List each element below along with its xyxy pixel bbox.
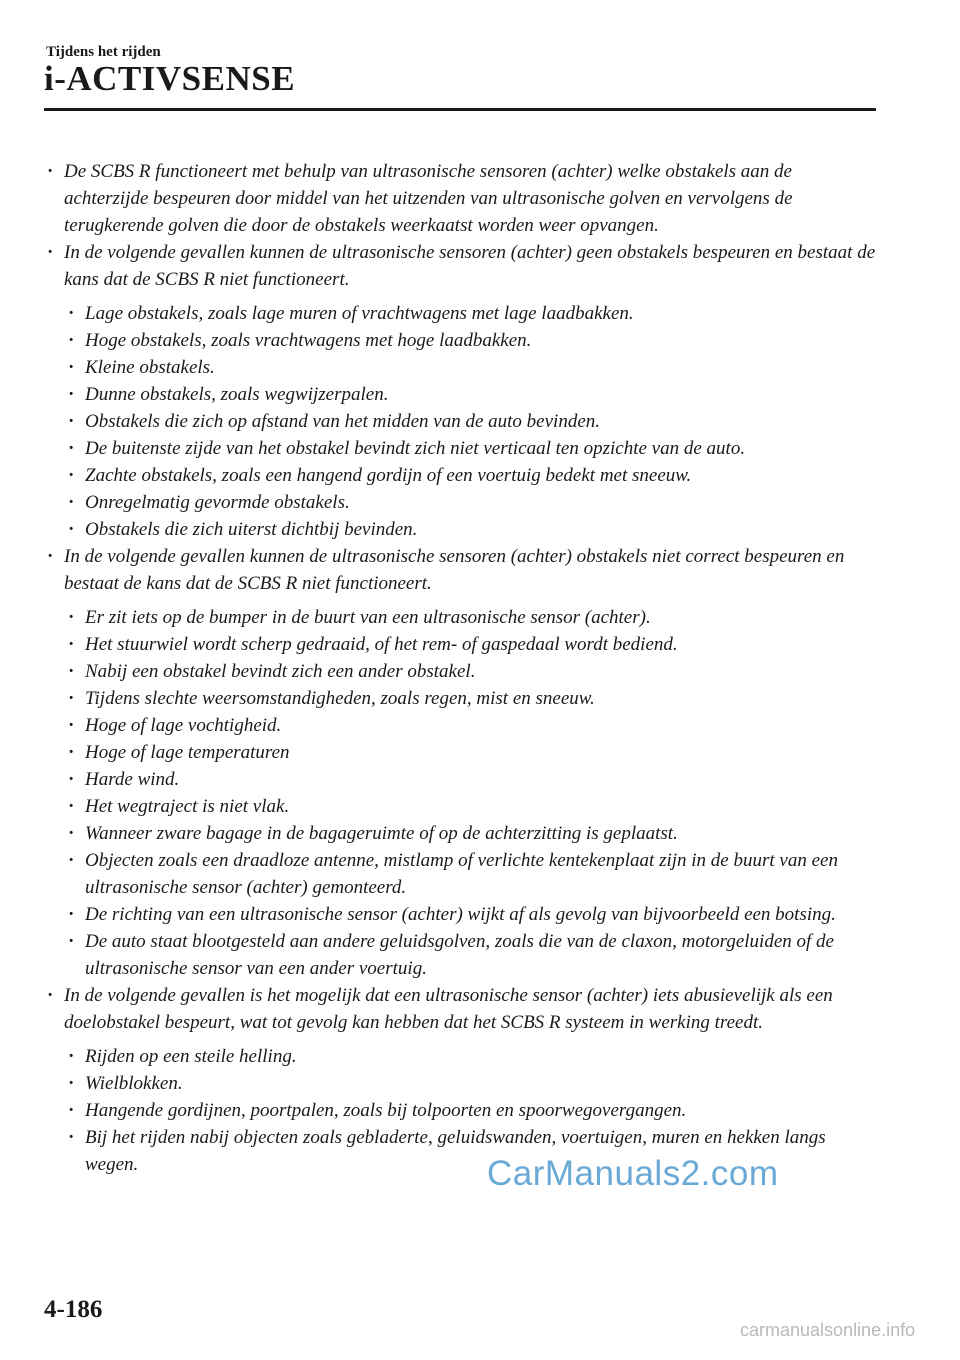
sub-bullet-item: · Bij het rijden nabij objecten zoals gebladerte, geluidswanden, voertuigen, muren en hekken langs wegen. [67, 1124, 876, 1178]
bullet-item [46, 982, 876, 1178]
sub-bullet-item: · Het stuurwiel wordt scherp gedraaid, of het rem- of gaspedaal wordt bediend. [67, 631, 876, 658]
bullet-item [46, 158, 876, 239]
sub-bullet-item: · Hoge of lage vochtigheid. [67, 712, 876, 739]
footer-watermark: carmanualsonline.info [740, 1320, 916, 1340]
sub-bullet-item: · Lage obstakels, zoals lage muren of vrachtwagens met lage laadbakken. [67, 300, 876, 327]
sub-bullet-item: · De richting van een ultrasonische sensor (achter) wijkt af als gevolg van bijvoorbeeld een botsing. [67, 901, 876, 928]
sub-bullet-item: · Hangende gordijnen, poortpalen, zoals bij tolpoorten en spoorwegovergangen. [67, 1097, 876, 1124]
sub-bullet-item: · Er zit iets op de bumper in de buurt van een ultrasonische sensor (achter). [67, 604, 876, 631]
bullet-item-text: · In de volgende gevallen kunnen de ultrasonische sensoren (achter) obstakels niet correct bespeuren en bestaat de kans dat de SCBS R niet functioneert. [46, 543, 876, 597]
sub-bullet-item: · Zachte obstakels, zoals een hangend gordijn of een voertuig bedekt met sneeuw. [67, 462, 876, 489]
bullet-item [46, 543, 876, 982]
sub-bullet-item: · Harde wind. [67, 766, 876, 793]
sub-bullet-item: · Hoge obstakels, zoals vrachtwagens met hoge laadbakken. [67, 327, 876, 354]
bullet-item [46, 239, 876, 543]
content [46, 158, 876, 1178]
sub-bullet-item: · Rijden op een steile helling. [67, 1043, 876, 1070]
sub-bullet-list [46, 300, 876, 543]
sub-bullet-item: · De buitenste zijde van het obstakel bevindt zich niet verticaal ten opzichte van de auto. [67, 435, 876, 462]
sub-bullet-item: · Obstakels die zich op afstand van het midden van de auto bevinden. [67, 408, 876, 435]
bullet-item-text: · De SCBS R functioneert met behulp van ultrasonische sensoren (achter) welke obstakels aan de achterzijde bespeuren door middel van het uitzenden van ultrasonische golven en vervolgens de terugkerende golven die door de obstakels weerkaatst worden weer opvangen. [46, 158, 876, 239]
bullet-item-text: · In de volgende gevallen is het mogelijk dat een ultrasonische sensor (achter) iets abusievelijk als een doelobstakel bespeurt, wat tot gevolg kan hebben dat het SCBS R systeem in werking treedt. [46, 982, 876, 1036]
section-header: Tijdens het rijden [46, 44, 161, 60]
page-title: i-ACTIVSENSE [44, 59, 296, 98]
sub-bullet-item: · Dunne obstakels, zoals wegwijzerpalen. [67, 381, 876, 408]
sub-bullet-item: · Hoge of lage temperaturen [67, 739, 876, 766]
sub-bullet-item: · Wanneer zware bagage in de bagageruimte of op de achterzitting is geplaatst. [67, 820, 876, 847]
sub-bullet-list [46, 604, 876, 982]
page-number: 4-186 [44, 1296, 103, 1323]
sub-bullet-item: · Obstakels die zich uiterst dichtbij bevinden. [67, 516, 876, 543]
sub-bullet-item: · Tijdens slechte weersomstandigheden, zoals regen, mist en sneeuw. [67, 685, 876, 712]
sub-bullet-item: · De auto staat blootgesteld aan andere geluidsgolven, zoals die van de claxon, motorgeluiden of de ultrasonische sensor van een ander voertuig. [67, 928, 876, 982]
header-rule [44, 108, 876, 111]
sub-bullet-item: · Het wegtraject is niet vlak. [67, 793, 876, 820]
sub-bullet-item: · Wielblokken. [67, 1070, 876, 1097]
sub-bullet-item: · Nabij een obstakel bevindt zich een ander obstakel. [67, 658, 876, 685]
sub-bullet-item: · Objecten zoals een draadloze antenne, mistlamp of verlichte kentekenplaat zijn in de buurt van een ultrasonische sensor (achter) gemonteerd. [67, 847, 876, 901]
sub-bullet-item: · Onregelmatig gevormde obstakels. [67, 489, 876, 516]
bullet-item-text: · In de volgende gevallen kunnen de ultrasonische sensoren (achter) geen obstakels bespeuren en bestaat de kans dat de SCBS R niet functioneert. [46, 239, 876, 293]
watermark: CarManuals2.com [487, 1154, 779, 1193]
sub-bullet-item: · Kleine obstakels. [67, 354, 876, 381]
